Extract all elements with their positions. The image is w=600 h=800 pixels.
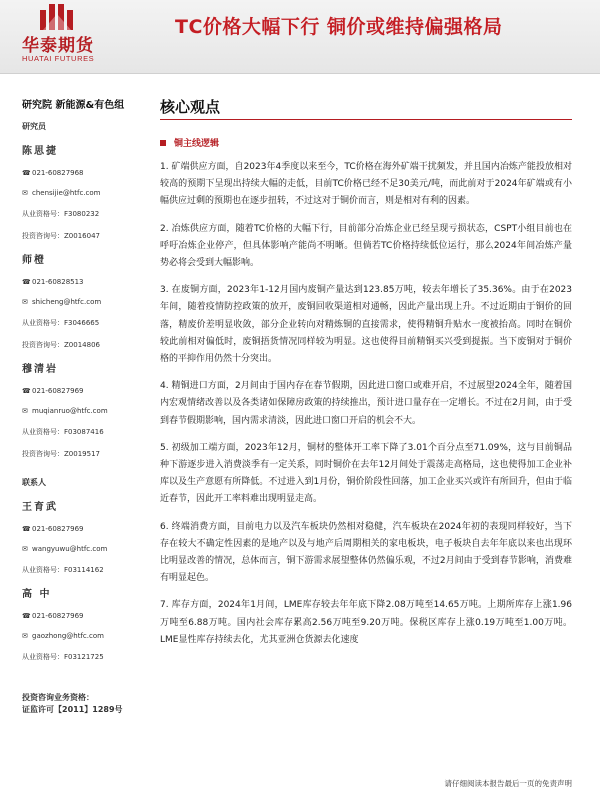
email-icon: ✉: [22, 545, 28, 553]
logo-text-en: HUATAI FUTURES: [22, 54, 95, 63]
paragraph-processing: 5. 初级加工端方面，2023年12月，铜材的整体开工率下降了3.01个百分点至71.09%，这与目前铜品种下游逐步进入消费淡季有一定关系，同时铜价在去年12月间处于震荡走高格局，这也使得加工企业补库以及生产意愿有所降低。不过进入到1月份，铜价阶段性回落，加工企业买兴或许有所回升，但由于临近春节，因此开工率料难出现明显走高。: [160, 442, 572, 505]
license-number: 从业资格号：F3080232: [22, 210, 100, 218]
main-content: [160, 96, 572, 649]
contact-label: 联系人: [22, 478, 46, 487]
license-number: 从业资格号：F03087416: [22, 428, 104, 436]
logo-text-cn: 华泰期货: [22, 36, 94, 56]
paragraph-terminal-demand: 6. 终端消费方面，目前电力以及汽车板块仍然相对稳健，汽车板块在2024年初的表现同样较好，当下存在较大不确定性因素的是地产以及与地产后周期相关的家电板块，电子板块自去年年底以来也出现环比明显改善的情况，总体而言，铜下游需求展望整体仍然偏乐观，不过2月间由于受到春节影响，消费难有明显起色。: [160, 521, 572, 584]
researcher-name: 穆清岩: [22, 364, 58, 375]
paragraph-mine-supply: 1. 矿端供应方面，自2023年4季度以来至今，TC价格在海外矿端干扰频发，并且国内冶炼产能投放相对较高的预期下呈现出持续大幅的走低，目前TC价格已经不足30美元/吨，而此前对于2024年矿端或有小幅供应过剩的预期也在逐步扭转，不过这对于铜价而言，则是相对有利的因素。: [160, 162, 572, 207]
report-title: TC价格大幅下行 铜价或维持偏强格局: [175, 16, 503, 38]
phone-number: 021-60827969: [32, 387, 84, 395]
phone-line: [22, 612, 142, 620]
phone-line: [22, 169, 142, 177]
license-number: 从业资格号：F3046665: [22, 319, 100, 327]
researcher-card: [22, 251, 142, 350]
paragraph-inventory: 7. 库存方面，2024年1月间，LME库存较去年年底下降2.08万吨至14.65万吨。上期所库存上涨1.96万吨至6.88万吨。国内社会库存累高2.56万吨至9.20万吨。保税区库存上涨0.19万吨至1.00万吨。LME显性库存持续去化，尤其亚洲仓货源去化速度: [160, 600, 572, 645]
investment-license: 投资咨询号：Z0016047: [22, 232, 100, 240]
email-address[interactable]: wangyuwu@htfc.com: [32, 545, 108, 553]
researcher-card: [22, 142, 142, 241]
license-number: 从业资格号：F03121725: [22, 653, 104, 661]
email-line: [22, 632, 142, 640]
email-address[interactable]: muqianruo@htfc.com: [32, 407, 108, 415]
consulting-license: [22, 692, 142, 716]
email-line: [22, 545, 142, 553]
email-address[interactable]: chensijie@htfc.com: [32, 189, 101, 197]
phone-line: [22, 525, 142, 533]
phone-line: [22, 278, 142, 286]
contact-name: 高 中: [22, 589, 52, 600]
email-icon: ✉: [22, 407, 28, 415]
phone-icon: ☎: [22, 387, 31, 395]
email-line: [22, 189, 142, 197]
email-address[interactable]: shicheng@htfc.com: [32, 298, 102, 306]
investment-license: 投资咨询号：Z0019517: [22, 450, 100, 458]
phone-line: [22, 387, 142, 395]
consulting-number: 证监许可【2011】1289号: [22, 705, 123, 714]
report-header: [0, 0, 600, 74]
square-bullet-icon: [160, 140, 166, 146]
department: 研究院 新能源&有色组: [22, 100, 125, 111]
phone-icon: ☎: [22, 169, 31, 177]
phone-icon: ☎: [22, 525, 31, 533]
sidebar: [22, 96, 142, 716]
section-title: [160, 136, 572, 149]
email-address[interactable]: gaozhong@htfc.com: [32, 632, 104, 640]
paragraph-scrap-copper: 3. 在废铜方面，2023年1-12月国内废铜产量达到123.85万吨，较去年增长了35.36%。由于在2023年间，随着疫情防控政策的放开，废铜回收渠道相对通畅，因此产量出现上升。不过近期由于铜价的回落，精废价差明显收敛，部分企业转向对精炼铜的直接需求，使得精铜升贴水一度被抬高。同时在铜价较此前相对偏低时，废铜捂货情况同样较为明显。这也使得目前精铜买兴受到提振。当下废铜对于铜价格的平抑作用仍然十分突出。: [160, 285, 572, 365]
email-icon: ✉: [22, 189, 28, 197]
researcher-name: 陈思捷: [22, 146, 58, 157]
email-line: [22, 407, 142, 415]
paragraph-import: 4. 精铜进口方面，2月间由于国内存在春节假期，因此进口窗口或难开启，不过展望2024全年，随着国内宏观情绪改善以及各类诸如保障房政策的持续推出，预计进口量存在一定增长。不过在2月间，由于受到春节假期影响，国内需求清淡，因此进口窗口开启的机会不大。: [160, 381, 572, 426]
paragraph-smelting-supply: 2. 冶炼供应方面，随着TC价格的大幅下行，目前部分冶炼企业已经呈现亏损状态，CSPT小组目前也在呼吁冶炼企业停产，但具体影响产能尚不明晰。但倘若TC价格持续低位运行，那么2024年间冶炼产量势必将会受到大幅影响。: [160, 223, 572, 269]
phone-number: 021-60828513: [32, 278, 84, 286]
core-view-heading: 核心观点: [160, 96, 572, 120]
huatai-logo-icon: [40, 4, 74, 30]
contact-card: [22, 498, 142, 575]
phone-icon: ☎: [22, 612, 31, 620]
researcher-card: [22, 360, 142, 459]
contact-name: 王育武: [22, 502, 58, 513]
email-line: [22, 298, 142, 306]
email-icon: ✉: [22, 632, 28, 640]
email-icon: ✉: [22, 298, 28, 306]
investment-license: 投资咨询号：Z0014806: [22, 341, 100, 349]
consulting-label: 投资咨询业务资格：: [22, 693, 94, 702]
phone-number: 021-60827968: [32, 169, 84, 177]
phone-number: 021-60827969: [32, 525, 84, 533]
license-number: 从业资格号：F03114162: [22, 566, 104, 574]
disclaimer-note: 请仔细阅读本报告最后一页的免责声明: [444, 779, 572, 788]
researcher-label: 研究员: [22, 122, 46, 131]
researcher-name: 师橙: [22, 255, 46, 266]
phone-number: 021-60827969: [32, 612, 84, 620]
phone-icon: ☎: [22, 278, 31, 286]
contact-card: [22, 585, 142, 662]
section-title-text: 铜主线逻辑: [174, 139, 220, 149]
